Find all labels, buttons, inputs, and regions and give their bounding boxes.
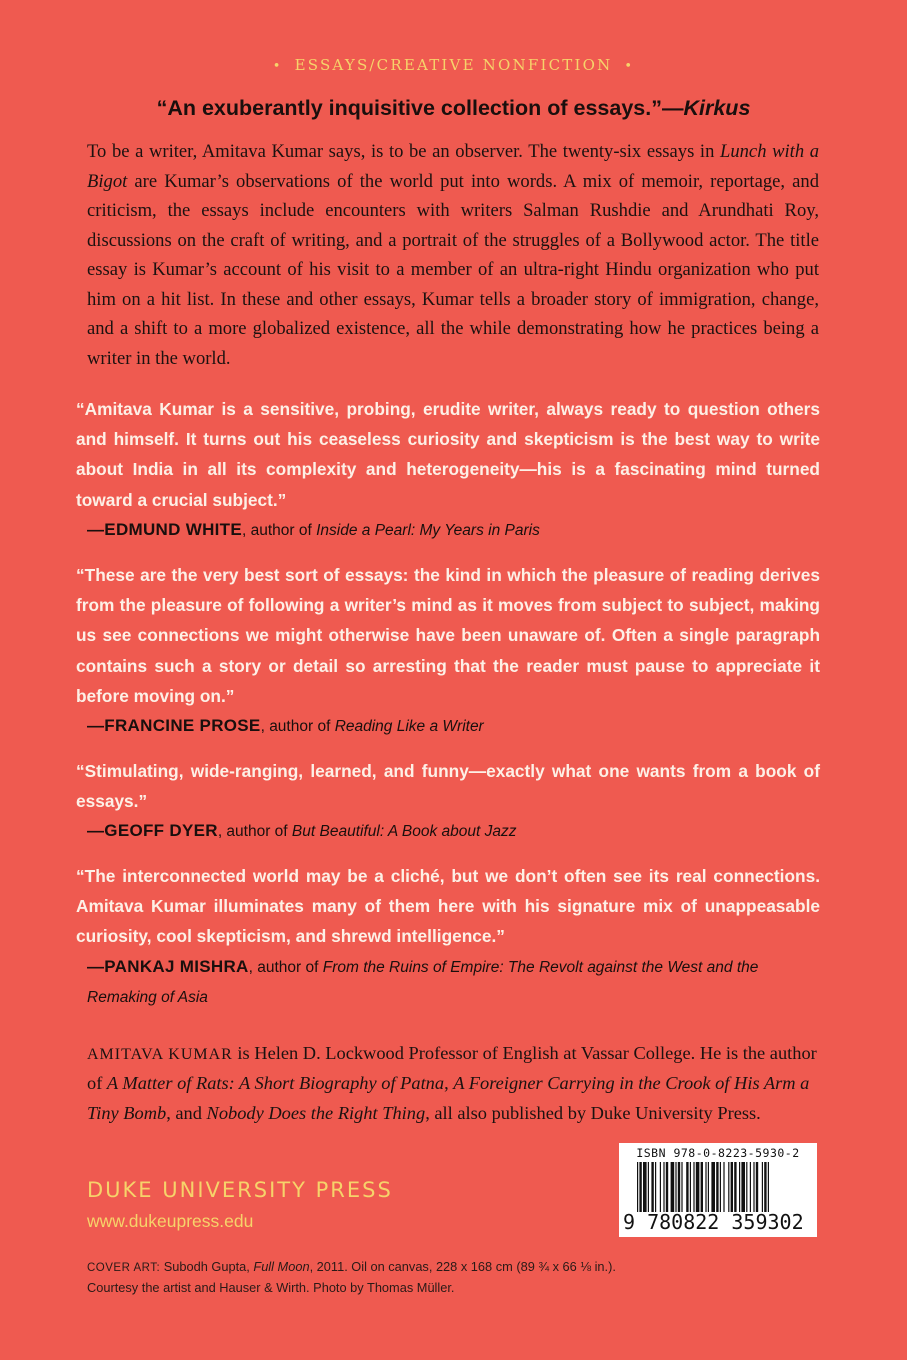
endorsement-quote	[76, 861, 820, 1013]
isbn-label: ISBN 978-0-8223-5930-2	[636, 1146, 800, 1160]
quote-text: “The interconnected world may be a cliché, but we don’t often see its real connections. Amitava Kumar illuminates many of them here with his signature mix of unappeasable curiosity, cool skepticism, and shrewd intelligence.”	[76, 866, 820, 947]
author-of-text: , author of	[248, 958, 323, 976]
category-text: ESSAYS/CREATIVE NONFICTION	[294, 56, 613, 74]
author-of-text: , author of	[217, 823, 292, 841]
credit-details: , 2011. Oil on canvas, 228 x 168 cm (89 ¾ x 66 ⅛ in.).	[309, 1259, 616, 1274]
author-name: AMITAVA KUMAR	[87, 1046, 233, 1063]
endorsement-quote	[76, 394, 820, 546]
pull-quote	[0, 96, 907, 121]
bio-text: , all also published by Duke University Press.	[425, 1102, 761, 1123]
bio-text: is Helen D. Lockwood Professor of English at Vassar College. He is the author of	[87, 1043, 817, 1094]
quote-author: —GEOFF DYER	[87, 821, 218, 841]
barcode-bars-icon	[637, 1162, 809, 1212]
quote-text: “Stimulating, wide-ranging, learned, and funny—exactly what one wants from a book of essays.”	[76, 761, 820, 812]
category-label	[0, 56, 907, 74]
quote-author: —EDMUND WHITE	[87, 519, 242, 539]
credit-line-1	[87, 1257, 827, 1278]
pull-quote-source: Kirkus	[683, 96, 751, 120]
description-text: are Kumar’s observations of the world put into words. A mix of memoir, reportage, and criticism, the essays include encounters with writers Salman Rushdie and Arundhati Roy, discussions on the craft of writing, and a portrait of the struggles of a Bollywood actor. The title essay is Kumar’s account of his visit to a member of an ultra-right Hindu organization who put him on a hit list. In these and other essays, Kumar tells a broader story of immigration, change, and a shift to a more globalized existence, all the while demonstrating how he practices being a writer in the world.	[87, 170, 819, 369]
credit-label: COVER ART:	[87, 1262, 161, 1274]
description-text: To be a writer, Amitava Kumar says, is to be an observer. The twenty-six essays in	[87, 141, 720, 162]
endorsement-quote	[76, 560, 820, 742]
quote-author-book: But Beautiful: A Book about Jazz	[291, 823, 517, 841]
quote-attribution	[76, 816, 820, 847]
quote-text: “Amitava Kumar is a sensitive, probing, erudite writer, always ready to question others and himself. It turns out his ceaseless curiosity and skepticism is the best way to write about India in all its complexity and heterogeneity—his is a fascinating mind turned toward a crucial subject.”	[76, 399, 820, 510]
quote-attribution	[76, 711, 820, 742]
book-description	[87, 137, 819, 373]
cover-art-credit	[87, 1257, 827, 1298]
quote-author: —PANKAJ MISHRA	[87, 956, 249, 976]
publisher-name: DUKE UNIVERSITY PRESS	[87, 1178, 393, 1202]
author-bio	[87, 1039, 823, 1128]
endorsement-quote	[76, 756, 820, 847]
quote-author: —FRANCINE PROSE	[87, 716, 261, 736]
barcode-digits: 9 780822 359302	[623, 1210, 804, 1234]
bio-separator: , and	[166, 1102, 207, 1123]
isbn-barcode	[619, 1143, 817, 1237]
bio-book: A Foreigner Carrying in the Crook of His Arm a Tiny Bomb	[87, 1073, 810, 1123]
bullet-icon: •	[272, 59, 283, 74]
quote-attribution	[76, 515, 820, 546]
publisher-url[interactable]: www.dukeupress.edu	[87, 1211, 254, 1231]
bio-book: A Matter of Rats: A Short Biography of Patna	[106, 1073, 445, 1094]
pull-quote-text: “An exuberantly inquisitive collection of essays.”—	[156, 96, 684, 120]
quote-attribution	[76, 952, 820, 1013]
quote-author-book: From the Ruins of Empire: The Revolt against the West and the Remaking of Asia	[87, 958, 759, 1006]
bio-book: Nobody Does the Right Thing	[206, 1102, 426, 1123]
quote-author-book: Inside a Pearl: My Years in Paris	[316, 521, 540, 539]
bullet-icon: •	[624, 59, 635, 74]
credit-work: Full Moon	[253, 1259, 310, 1274]
bio-separator: ,	[444, 1073, 454, 1094]
book-title: Lunch with a Bigot	[87, 141, 820, 192]
quote-text: “These are the very best sort of essays: the kind in which the pleasure of reading derives from the pleasure of following a writer’s mind as it moves from subject to subject, making us see connections we might otherwise have been unaware of. Often a single paragraph contains such a story or detail so arresting that the reader must pause to appreciate it before moving on.”	[76, 565, 820, 706]
author-of-text: , author of	[242, 521, 317, 539]
credit-line-2: Courtesy the artist and Hauser & Wirth. Photo by Thomas Müller.	[87, 1280, 455, 1295]
credit-artist: Subodh Gupta,	[160, 1259, 254, 1274]
quote-author-book: Reading Like a Writer	[334, 718, 484, 736]
author-of-text: , author of	[260, 718, 335, 736]
